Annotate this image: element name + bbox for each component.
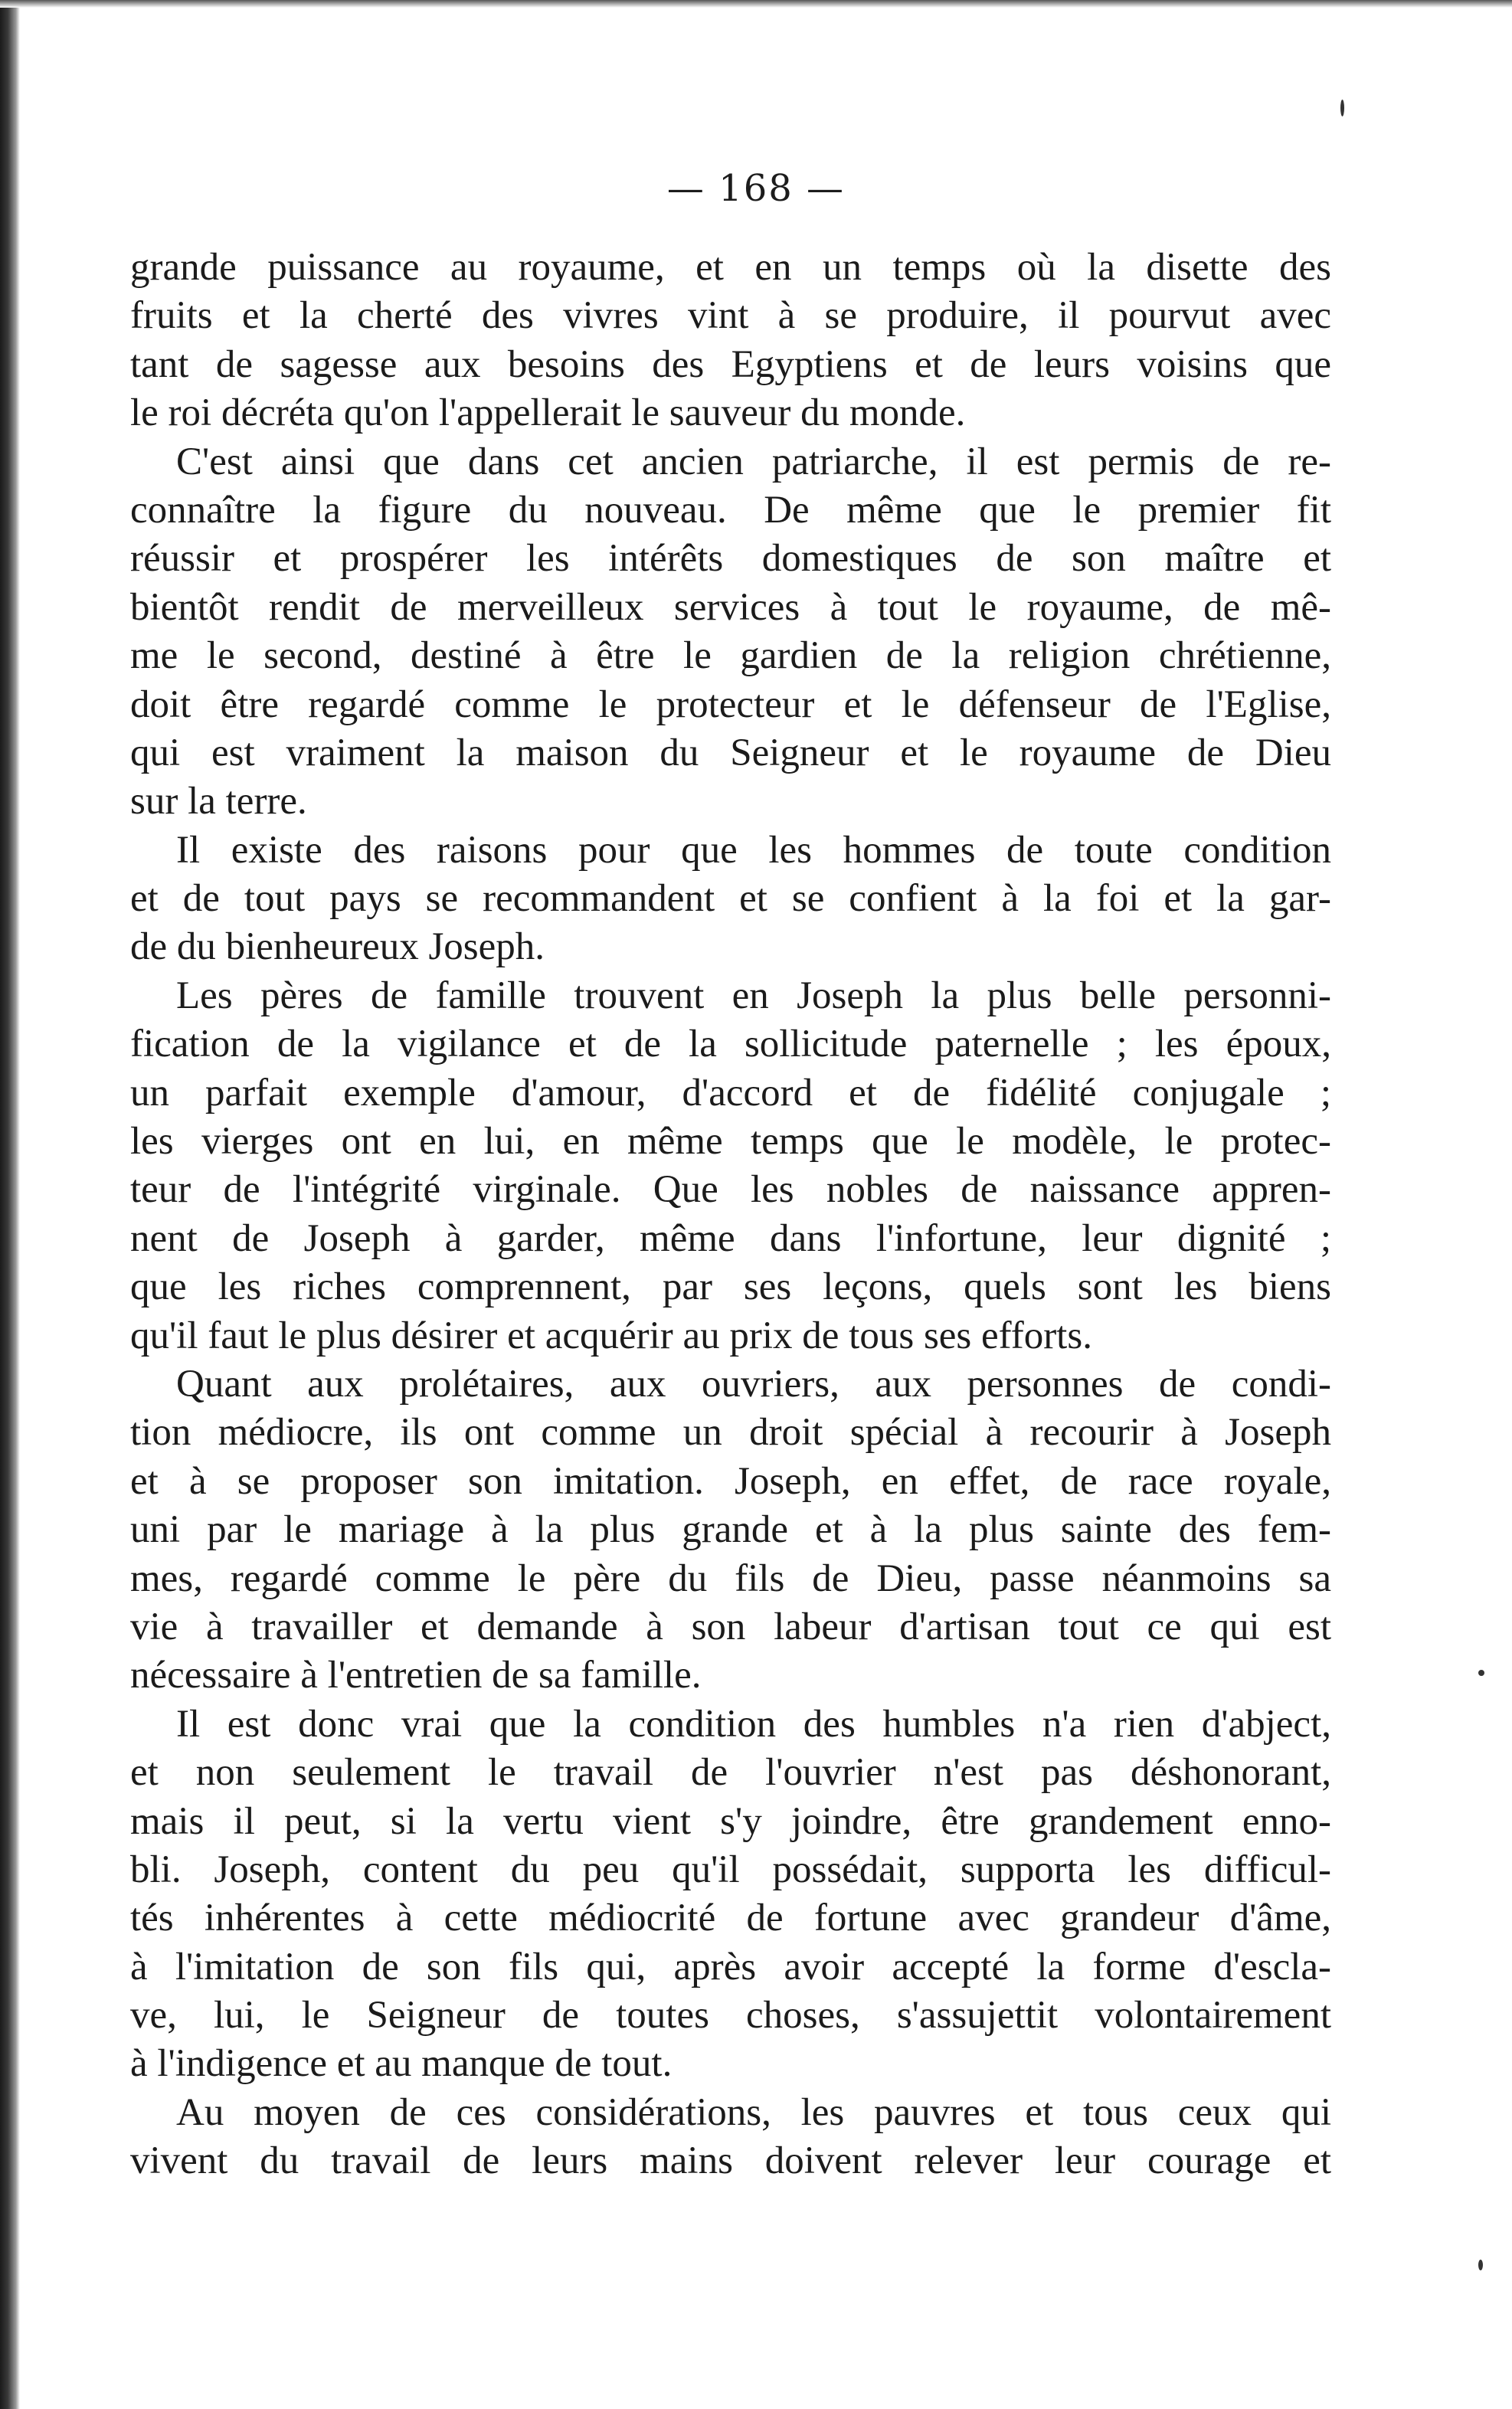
text-line: Il est donc vrai que la condition des humbles n'a rien d'abject,: [176, 1702, 1331, 1746]
text-line: un parfait exemple d'amour, d'accord et de fidélité conjugale ;: [130, 1071, 1331, 1114]
text-line: tés inhérentes à cette médiocrité de fortune avec grandeur d'âme,: [130, 1897, 1331, 1940]
text-line: vivent du travail de leurs mains doivent relever leur courage et: [130, 2139, 1331, 2183]
text-line: nent de Joseph à garder, même dans l'infortune, leur dignité ;: [130, 1216, 1331, 1260]
text-line: grande puissance au royaume, et en un temps où la disette des: [130, 246, 1331, 289]
text-line: Quant aux prolétaires, aux ouvriers, aux personnes de condi-: [176, 1362, 1331, 1406]
text-line: tion médiocre, ils ont comme un droit spécial à recourir à Joseph: [130, 1411, 1331, 1455]
text-line: sur la terre.: [130, 780, 307, 823]
text-line: et non seulement le travail de l'ouvrier n'est pas déshonorant,: [130, 1751, 1331, 1795]
text-line: fruits et la cherté des vivres vint à se produire, il pourvut avec: [130, 294, 1331, 338]
text-line: me le second, destiné à être le gardien de la religion chrétienne,: [130, 634, 1331, 678]
text-line: C'est ainsi que dans cet ancien patriarche, il est permis de re-: [176, 440, 1331, 483]
text-line: que les riches comprennent, par ses leçons, quels sont les biens: [130, 1265, 1331, 1309]
text-line: à l'imitation de son fils qui, après avoir accepté la forme d'escla-: [130, 1945, 1331, 1988]
text-line: et à se proposer son imitation. Joseph, en effet, de race royale,: [130, 1459, 1331, 1503]
text-line: qui est vraiment la maison du Seigneur et le royaume de Dieu: [130, 731, 1331, 774]
text-line: à l'indigence et au manque de tout.: [130, 2042, 673, 2086]
text-line: réussir et prospérer les intérêts domestiques de son maître et: [130, 537, 1331, 581]
text-line: Il existe des raisons pour que les hommes de toute condition: [176, 828, 1331, 872]
print-speck: [1478, 2260, 1483, 2270]
text-line: vie à travailler et demande à son labeur d'artisan tout ce qui est: [130, 1605, 1331, 1648]
text-line: Au moyen de ces considérations, les pauvres et tous ceux qui: [176, 2090, 1331, 2134]
body-text: [130, 244, 1331, 2186]
text-line: doit être regardé comme le protecteur et le défenseur de l'Eglise,: [130, 682, 1331, 726]
page-binding-shadow: [0, 0, 20, 2409]
text-line: mes, regardé comme le père du fils de Dieu, passe néanmoins sa: [130, 1556, 1331, 1600]
text-line: nécessaire à l'entretien de sa famille.: [130, 1654, 702, 1697]
text-line: fication de la vigilance et de la sollicitude paternelle ; les époux,: [130, 1023, 1331, 1066]
text-line: ve, lui, le Seigneur de toutes choses, s'assujettit volontairement: [130, 1994, 1331, 2038]
text-line: le roi décréta qu'on l'appellerait le sauveur du monde.: [130, 391, 966, 435]
text-line: teur de l'intégrité virginale. Que les nobles de naissance appren-: [130, 1168, 1331, 1212]
print-speck: [1478, 1670, 1484, 1676]
page-number: — 168 —: [666, 167, 846, 210]
print-speck: [1340, 100, 1344, 116]
text-line: bientôt rendit de merveilleux services à tout le royaume, de mê-: [130, 585, 1331, 629]
text-line: de du bienheureux Joseph.: [130, 925, 545, 969]
text-line: qu'il faut le plus désirer et acquérir au prix de tous ses efforts.: [130, 1314, 1092, 1357]
text-line: les vierges ont en lui, en même temps que le modèle, le protec-: [130, 1120, 1331, 1164]
page-top-shadow: [0, 0, 1512, 8]
text-line: Les pères de famille trouvent en Joseph la plus belle personni-: [176, 974, 1331, 1017]
text-line: connaître la figure du nouveau. De même que le premier fit: [130, 488, 1331, 532]
text-line: uni par le mariage à la plus grande et à la plus sainte des fem-: [130, 1508, 1331, 1552]
text-line: tant de sagesse aux besoins des Egyptiens et de leurs voisins que: [130, 342, 1331, 386]
text-line: bli. Joseph, content du peu qu'il possédait, supporta les difficul-: [130, 1848, 1331, 1891]
text-line: et de tout pays se recommandent et se confient à la foi et la gar-: [130, 877, 1331, 921]
text-line: mais il peut, si la vertu vient s'y joindre, être grandement enno-: [130, 1799, 1331, 1843]
